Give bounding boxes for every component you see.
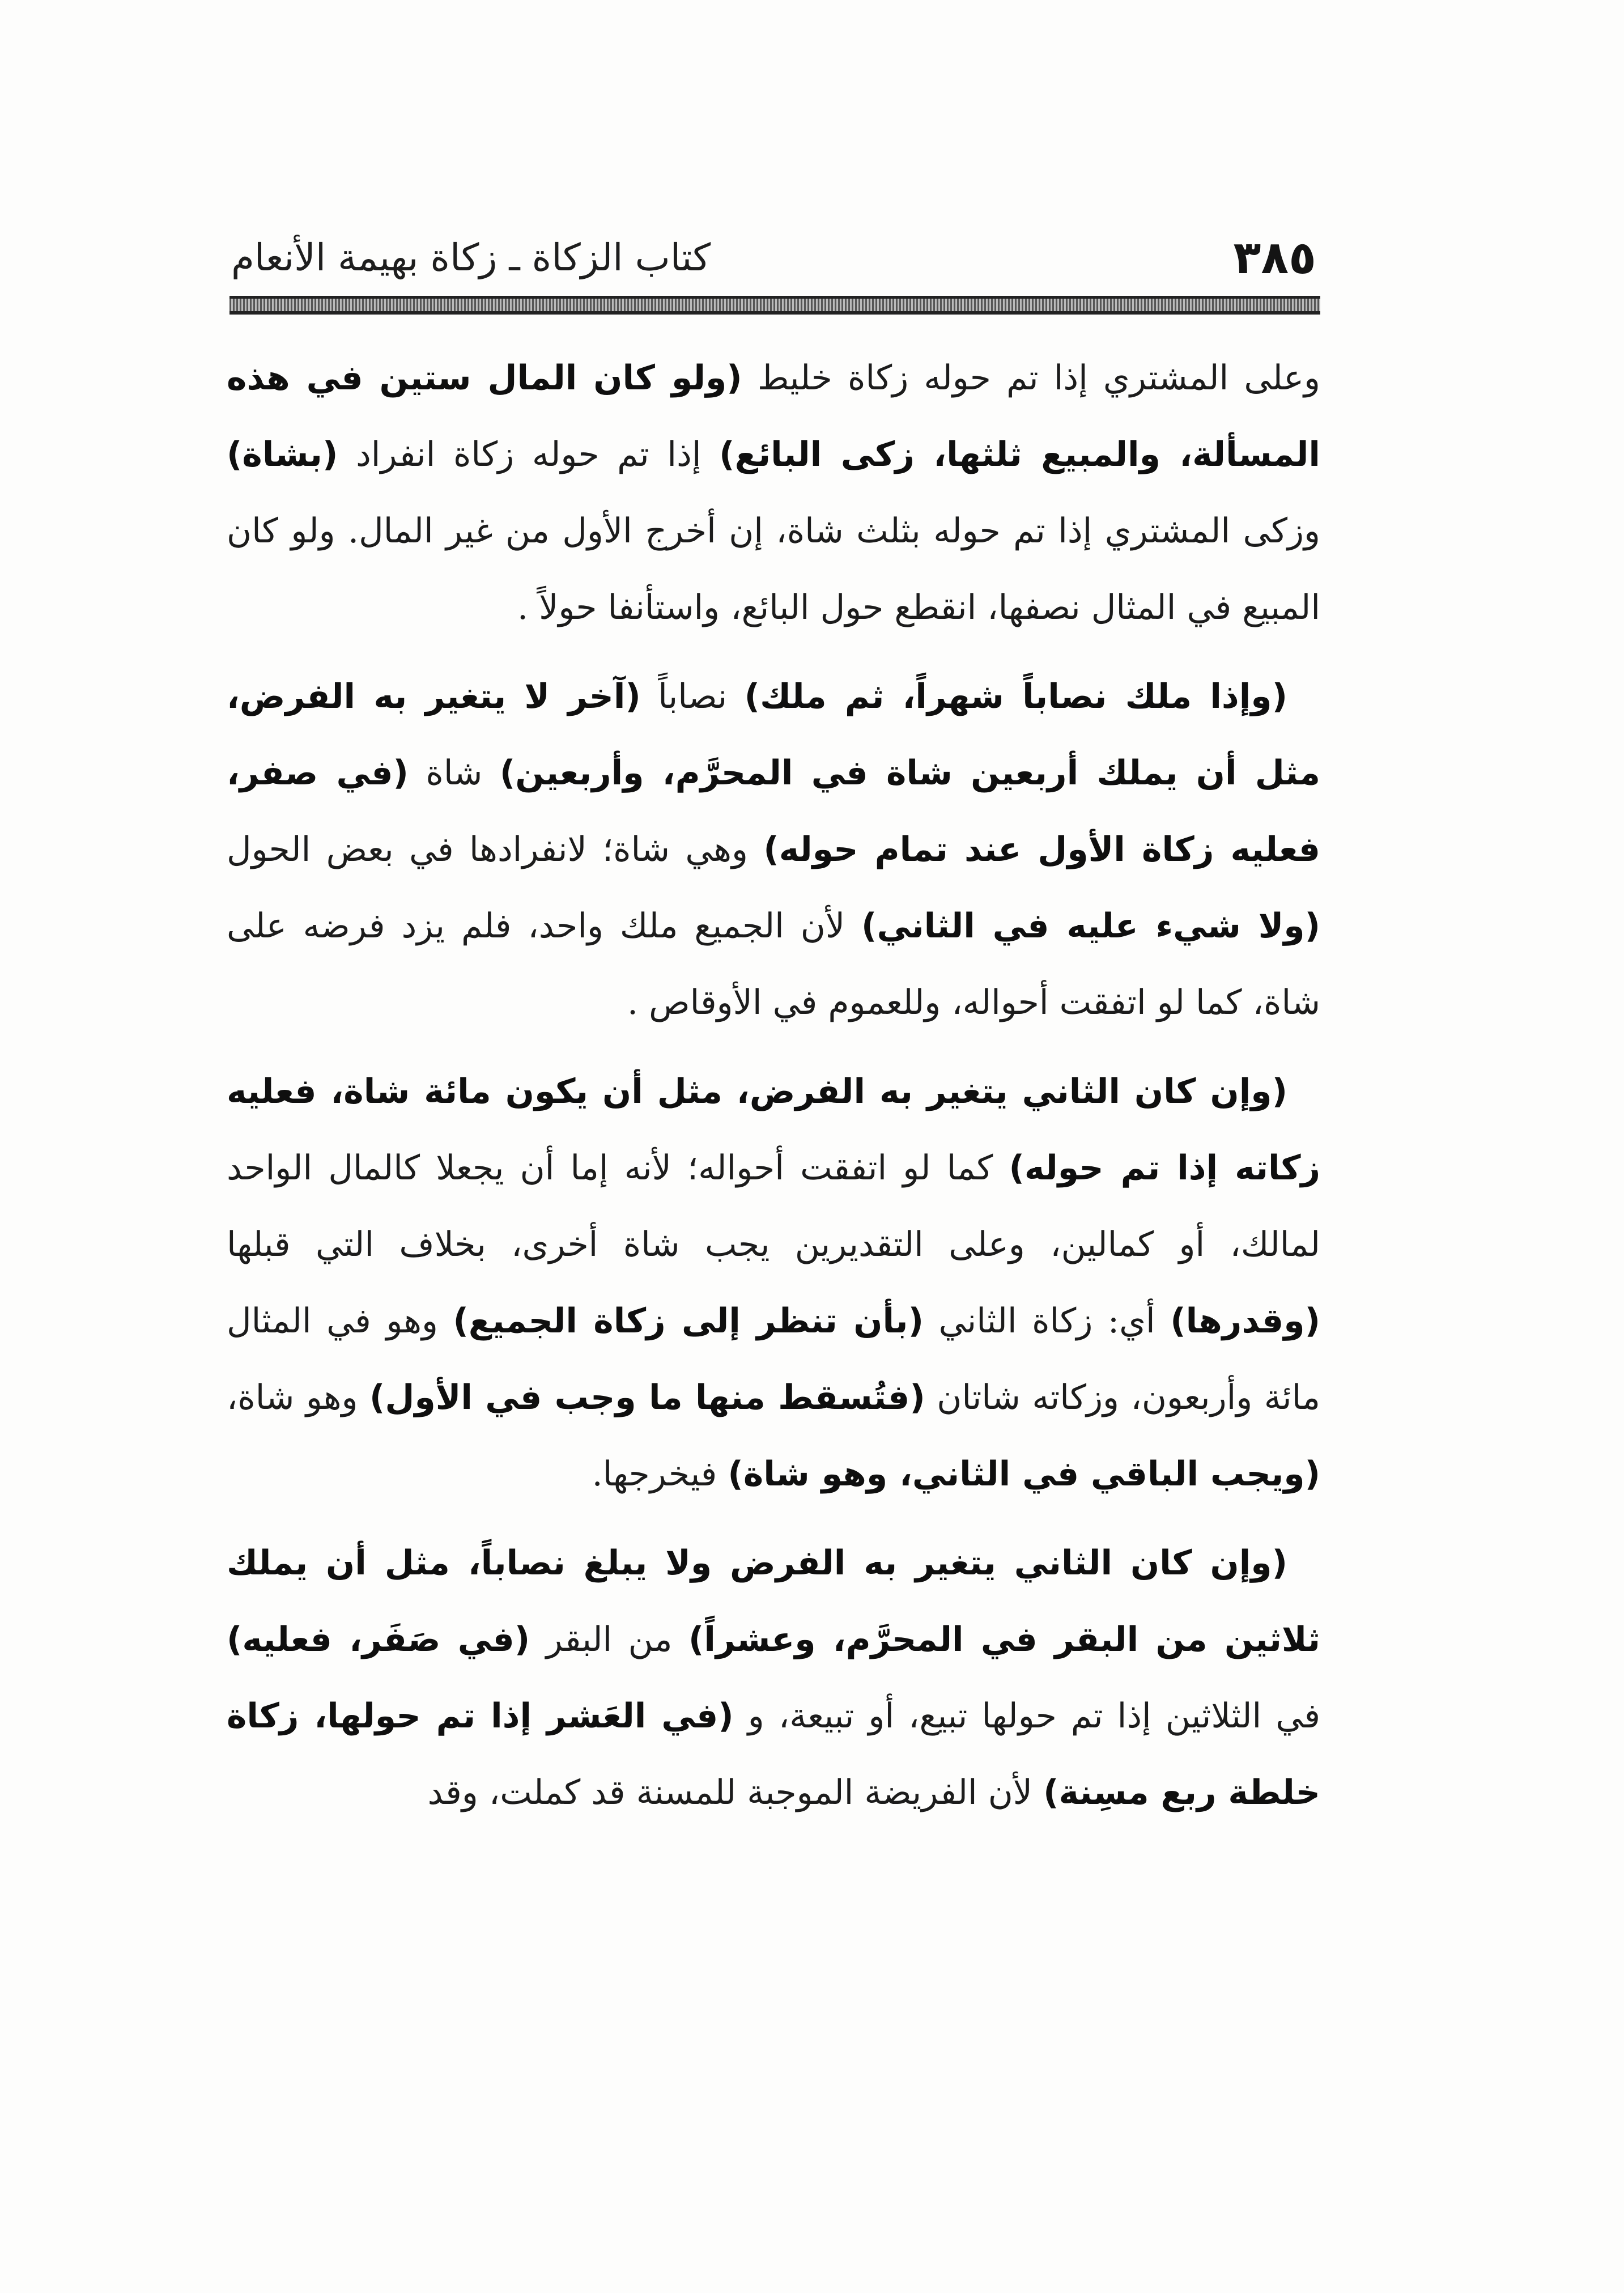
page-number: ٣٨٥	[1233, 231, 1316, 284]
commentary-text: وعلى المشتري إذا تم حوله زكاة خليط	[742, 358, 1320, 398]
matn-text: (وإن كان الثاني يتغير به الفرض، مثل أن يكون مائة شاة، فعليه زكاته إذا تم حوله)	[227, 1072, 1320, 1188]
matn-text: (وإن كان الثاني يتغير به الفرض ولا يبلغ نصاباً، مثل أن يملك ثلاثين من البقر في المحرَّم، وعشراً)	[227, 1543, 1321, 1659]
paragraph-2	[227, 659, 1320, 1041]
commentary-text: وهو في المثال مائة وأربعون، وزكاته شاتان	[227, 1301, 1320, 1417]
commentary-text: وهو شاة،	[227, 1378, 369, 1417]
body-text	[227, 340, 1320, 1844]
header-divider	[229, 296, 1320, 315]
matn-text: (في العَشر إذا تم حولها، زكاة خلطة ربع مسِنة)	[227, 1696, 1320, 1812]
matn-text: (ولو كان المال ستين في هذه المسألة، والمبيع ثلثها، زكى البائع)	[227, 358, 1320, 474]
commentary-text: أي: زكاة الثاني	[924, 1301, 1171, 1341]
running-header	[231, 224, 1316, 292]
matn-text: (فتُسقط منها ما وجب في الأول)	[369, 1378, 925, 1417]
matn-text: (في صَفَر، فعليه)	[227, 1620, 530, 1659]
commentary-text: وزكى المشتري إذا تم حوله بثلث شاة، إن أخرج الأول من غير المال. ولو كان المبيع في المثال نصفها، انقطع حول البائع، واستأنفا حولاً .	[227, 511, 1320, 627]
commentary-text: كما لو اتفقت أحواله؛ لأنه إما أن يجعلا كالمال الواحد لمالك، أو كمالين، وعلى التقديرين يجب شاة أخرى، بخلاف التي قبلها	[227, 1148, 1320, 1264]
commentary-text: نصاباً	[640, 677, 745, 716]
matn-text: (ويجب الباقي في الثاني، وهو شاة)	[728, 1454, 1320, 1494]
paragraph-1	[227, 340, 1320, 646]
matn-text: (ولا شيء عليه في الثاني)	[861, 906, 1320, 946]
matn-text: (وقدرها)	[1170, 1301, 1321, 1341]
matn-text: (بشاة)	[227, 435, 338, 474]
commentary-text: إذا تم حوله زكاة انفراد	[338, 435, 720, 474]
paragraph-4	[227, 1525, 1320, 1831]
matn-text: (وإذا ملك نصاباً شهراً، ثم ملك)	[744, 677, 1287, 716]
running-title: كتاب الزكاة ـ زكاة بهيمة الأنعام	[231, 236, 711, 279]
commentary-text: في الثلاثين إذا تم حولها تبيع، أو تبيعة، و	[733, 1696, 1320, 1736]
matn-text: (آخر لا يتغير به الفرض، مثل أن يملك أربعين شاة في المحرَّم، وأربعين)	[227, 677, 1320, 793]
commentary-text: لأن الفريضة الموجبة للمسنة قد كملت، وقد	[427, 1773, 1044, 1812]
commentary-text: وهي شاة؛ لانفرادها في بعض الحول	[227, 830, 764, 869]
paragraph-3	[227, 1054, 1320, 1513]
commentary-text: من البقر	[530, 1620, 688, 1659]
commentary-text: لأن الجميع ملك واحد، فلم يزد فرضه على شاة، كما لو اتفقت أحواله، وللعموم في الأوقاص .	[227, 906, 1320, 1022]
commentary-text: فيخرجها.	[592, 1454, 728, 1494]
matn-text: (في صفر، فعليه زكاة الأول عند تمام حوله)	[227, 753, 1321, 869]
commentary-text: شاة	[408, 753, 500, 793]
matn-text: (بأن تنظر إلى زكاة الجميع)	[453, 1301, 924, 1341]
